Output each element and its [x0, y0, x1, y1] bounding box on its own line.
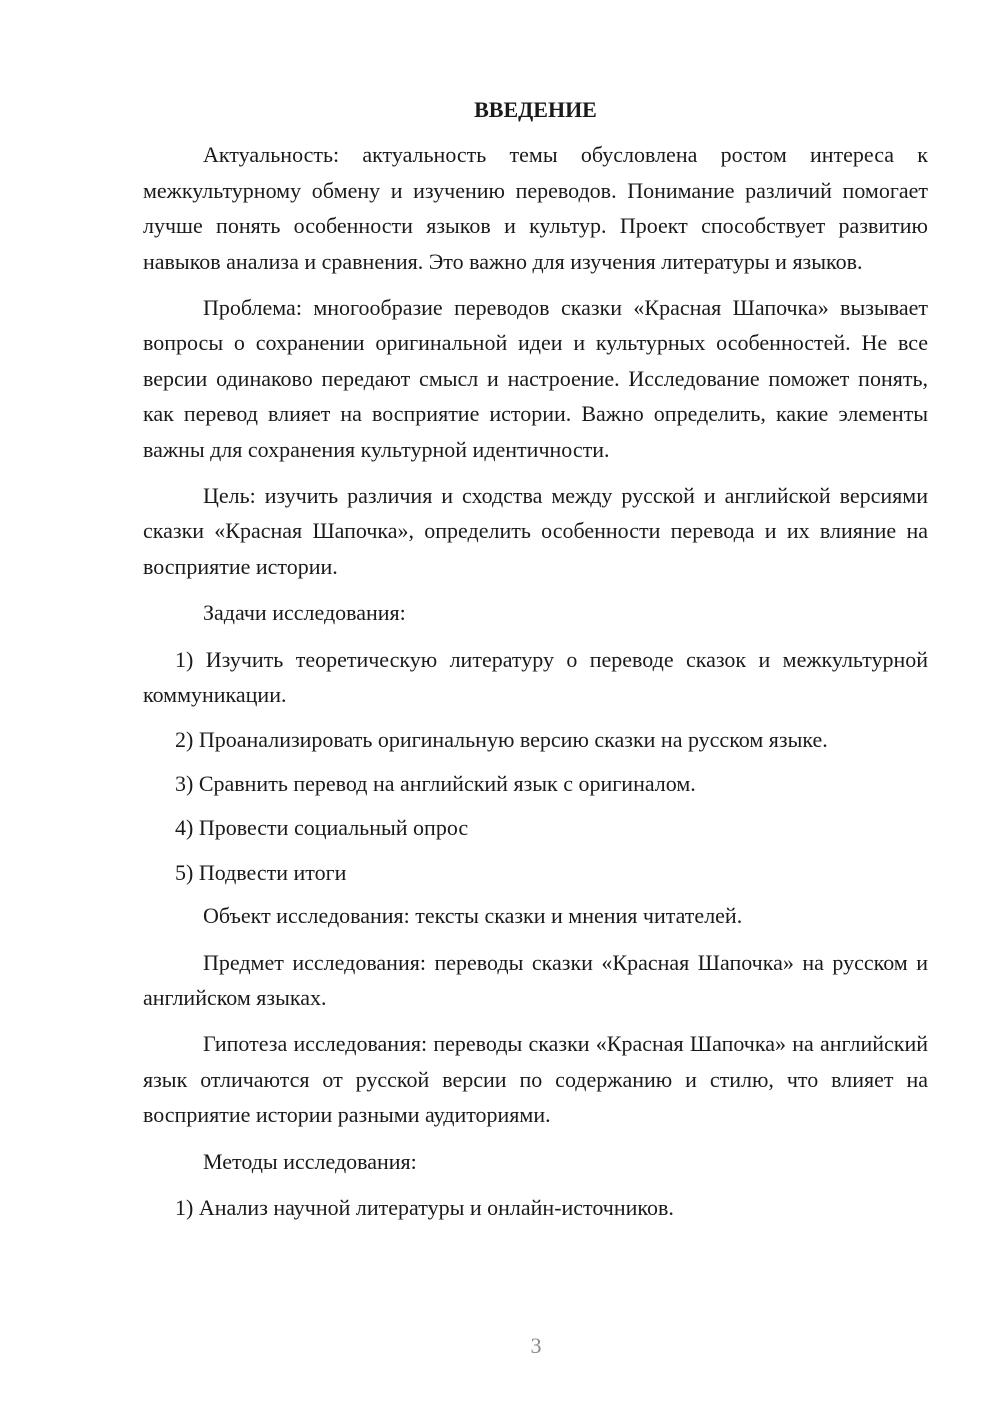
task-item: 3) Сравнить перевод на английский язык с оригиналом.: [175, 770, 696, 796]
relevance-paragraph: Актуальность: актуальность темы обусловлена ростом интереса к межкультурному обмену и изучению переводов. Понимание различий помогает лучше понять особенности языков и культур. Проект способствует развитию навыков анализа и сравнения. Это важно для изучения литературы и языков.: [143, 142, 928, 274]
problem-paragraph: Проблема: многообразие переводов сказки «Красная Шапочка» вызывает вопросы о сохранении оригинальной идеи и культурных особенностей. Не все версии одинаково передают смысл и настроение. Исследование поможет понять, как перевод влияет на восприятие истории. Важно определить, какие элементы важны для сохранения культурной идентичности.: [143, 295, 928, 462]
object-paragraph: Объект исследования: тексты сказки и мнения читателей.: [203, 903, 743, 929]
page-number: 3: [530, 1333, 542, 1358]
task-item: 5) Подвести итоги: [175, 859, 347, 885]
task-item: 4) Провести социальный опрос: [175, 815, 469, 841]
subject-paragraph: Предмет исследования: переводы сказки «Красная Шапочка» на русском и английском языках.: [143, 949, 928, 1010]
document-page: [143, 92, 928, 1234]
goal-paragraph: Цель: изучить различия и сходства между русской и английской версиями сказки «Красная Шапочка», определить особенности перевода и их влияние на восприятие истории.: [143, 483, 928, 579]
method-item: 1) Анализ научной литературы и онлайн-источников.: [175, 1194, 674, 1220]
task-item: 1) Изучить теоретическую литературу о переводе сказок и межкультурной коммуникации.: [143, 646, 928, 708]
hypothesis-paragraph: Гипотеза исследования: переводы сказки «Красная Шапочка» на английский язык отличаются от русской версии по содержанию и стилю, что влияет на восприятие истории разными аудиториями.: [143, 1031, 928, 1128]
methods-title: Методы исследования:: [203, 1148, 417, 1174]
task-item: 2) Проанализировать оригинальную версию сказки на русском языке.: [175, 726, 828, 752]
section-heading: ВВЕДЕНИЕ: [474, 97, 597, 122]
tasks-title: Задачи исследования:: [203, 600, 406, 626]
